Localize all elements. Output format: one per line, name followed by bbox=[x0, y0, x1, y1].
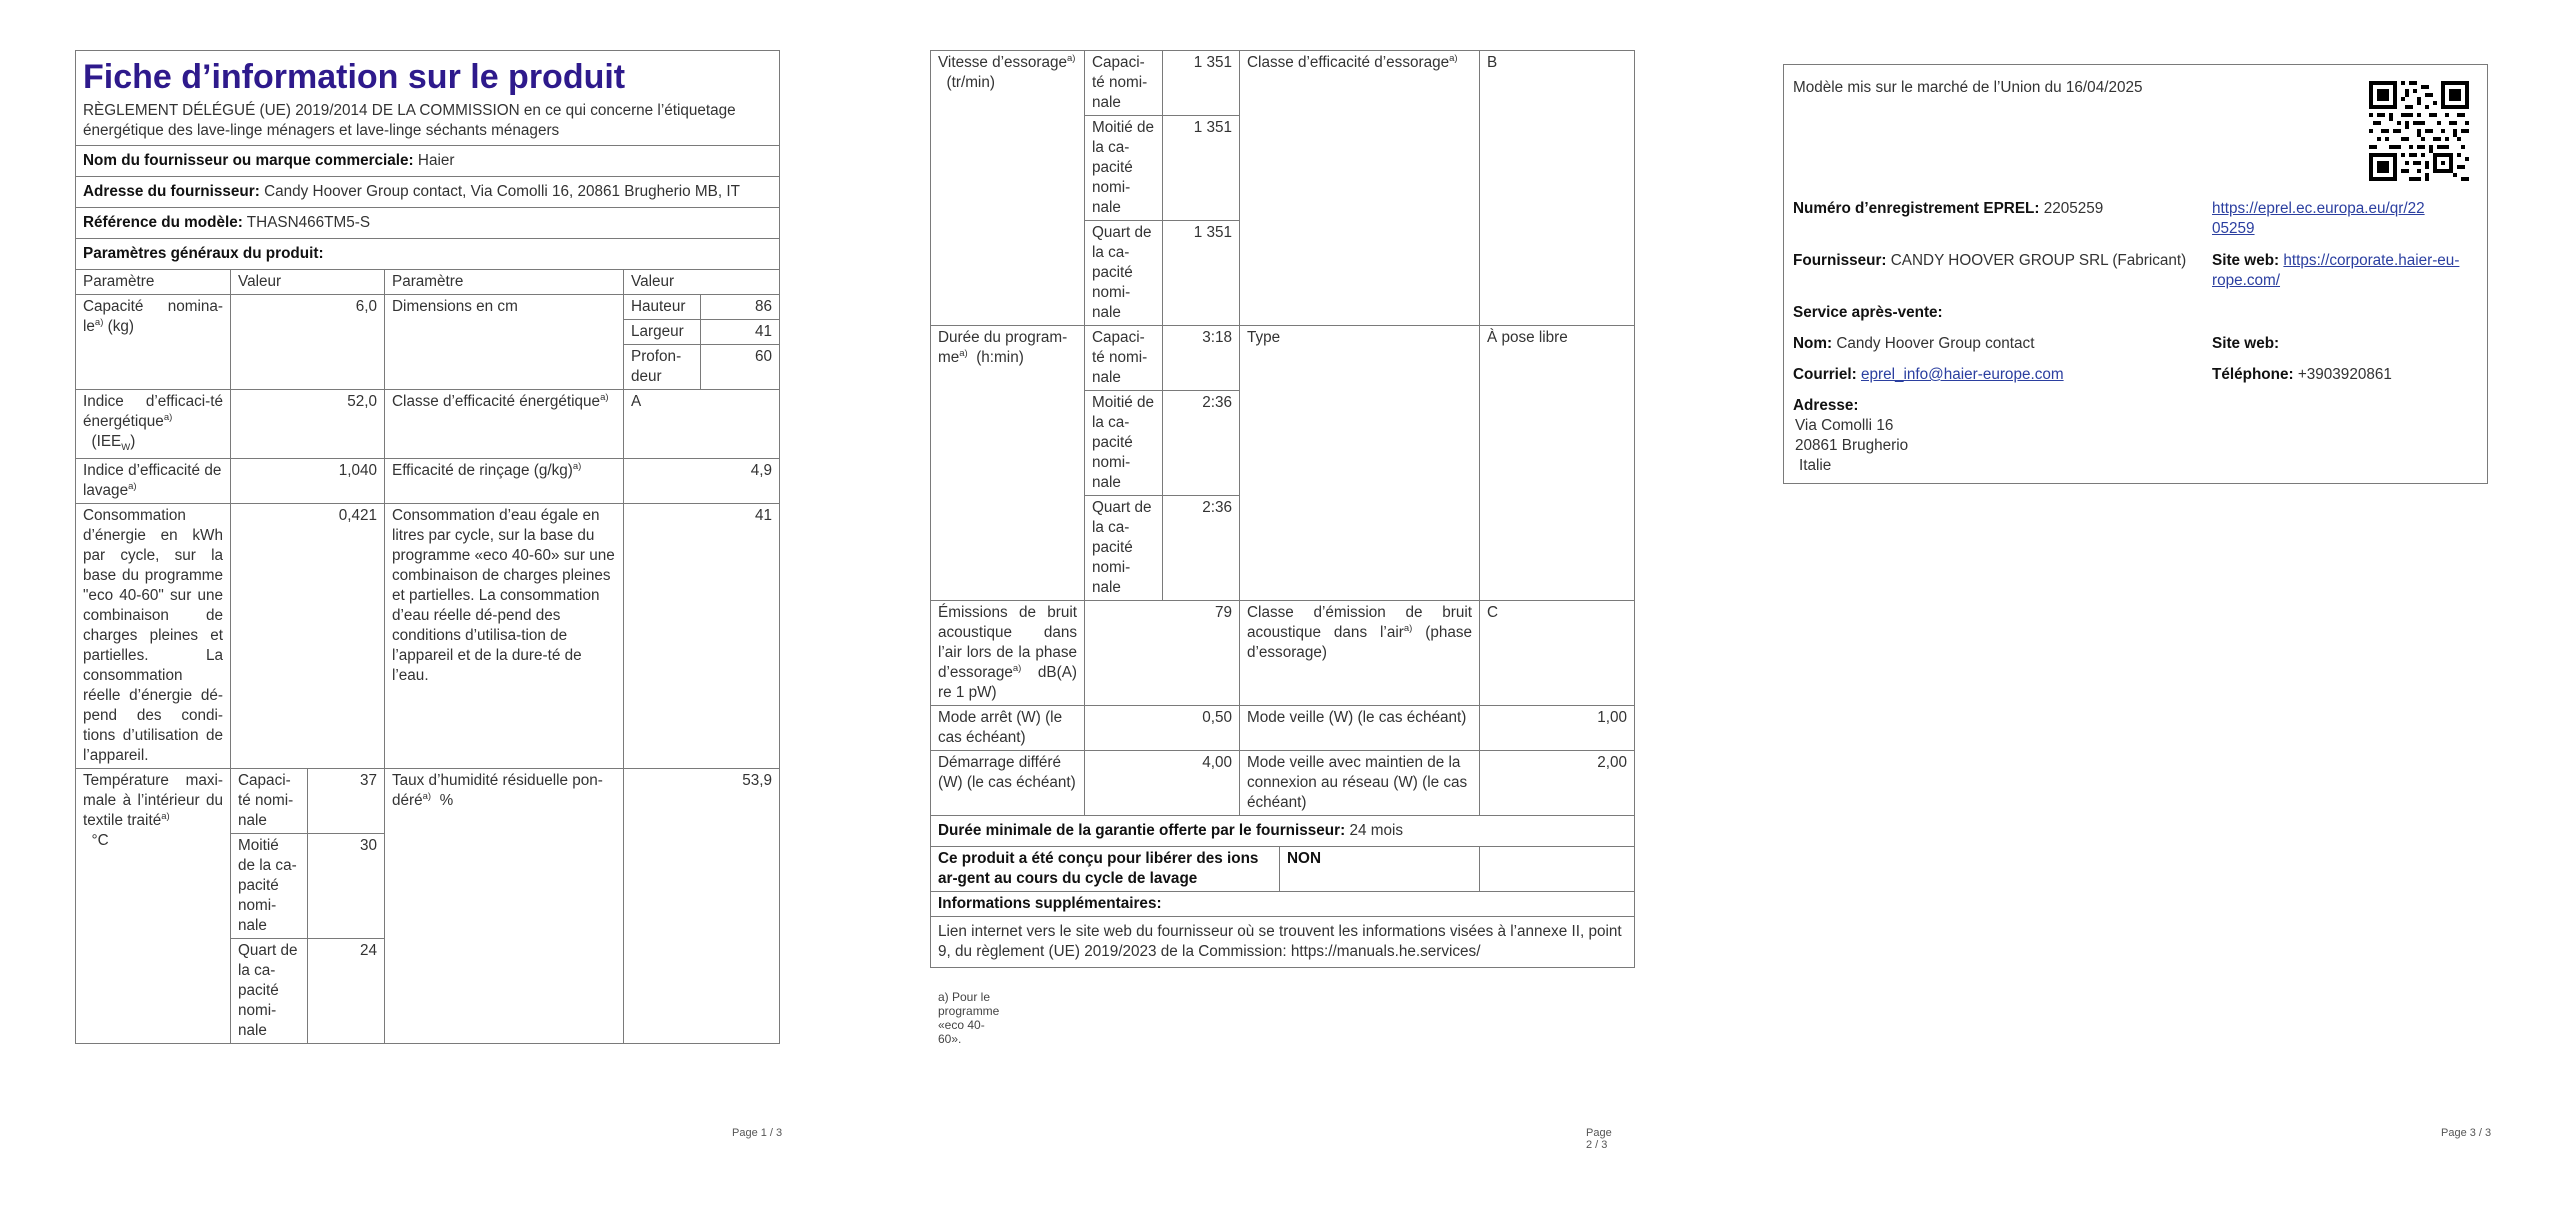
temp-quarter-capacity-value: 24 bbox=[308, 939, 385, 1044]
eei-unit-sub: W bbox=[121, 442, 131, 454]
address-line-2: 20861 Brugherio bbox=[1795, 437, 1909, 454]
energy-class-label: Classe d’efficacité énergétique bbox=[392, 393, 601, 410]
capacity-unit: (kg) bbox=[107, 318, 134, 335]
website-link-line1: https://corporate.haier-eu- bbox=[2283, 252, 2460, 269]
noise-class-label: Classe d’émission de bruit acoustique dans l’air bbox=[1247, 604, 1472, 641]
temp-half-capacity-value: 30 bbox=[308, 834, 385, 939]
market-date-text: Modèle mis sur le marché de l’Union du 16/04/2025 bbox=[1793, 79, 2143, 96]
supplier-address-value: Candy Hoover Group contact, Via Comolli 16, 20861 Brugherio MB, IT bbox=[264, 183, 740, 200]
width-value: 41 bbox=[701, 320, 780, 345]
washing-value: 1,040 bbox=[231, 459, 385, 504]
noise-class-unit: (phase d’essorage) bbox=[1247, 624, 1472, 661]
col-header-value: Valeur bbox=[231, 270, 385, 295]
page-number: Page 1 / 3 bbox=[732, 1127, 783, 1139]
manuals-link-text: Lien internet vers le site web du fournisseur où se trouvent les informations visées à l’annexe II, point 9, du règlement (UE) 2019/2023 de la Commission: bbox=[938, 923, 1622, 960]
website-link-line2: rope.com/ bbox=[2212, 272, 2281, 289]
spin-full-capacity-label: Capaci-té nomi-nale bbox=[1085, 51, 1163, 116]
silver-ions-value: NON bbox=[1287, 850, 1321, 867]
eei-unit: (IEE bbox=[91, 433, 122, 450]
eprel-info-box bbox=[1783, 64, 2488, 484]
humidity-value: 53,9 bbox=[624, 769, 780, 1044]
col-header-param: Paramètre bbox=[76, 270, 231, 295]
footnote-marker: a) bbox=[959, 347, 968, 359]
supplier-name-label: Nom du fournisseur ou marque commerciale: bbox=[83, 152, 414, 169]
noise-value: 79 bbox=[1085, 601, 1240, 706]
address-line-1: Via Comolli 16 bbox=[1795, 417, 1894, 434]
address-block bbox=[1793, 396, 1908, 476]
noise-label-cell bbox=[931, 601, 1085, 706]
standby-mode-value: 1,00 bbox=[1480, 706, 1635, 751]
duration-half-capacity-label: Moitié de la ca-pacité nomi-nale bbox=[1085, 391, 1163, 496]
footnote-marker: a) bbox=[1403, 622, 1413, 634]
qr-code-icon[interactable] bbox=[2369, 81, 2469, 181]
energy-class-value: A bbox=[624, 390, 780, 459]
network-standby-value: 2,00 bbox=[1480, 751, 1635, 816]
height-label: Hauteur bbox=[624, 295, 701, 320]
page-number: Page 3 / 3 bbox=[2441, 1127, 2492, 1139]
footnote-marker: a) bbox=[572, 460, 582, 472]
eprel-number-value: 2205259 bbox=[2043, 200, 2104, 217]
document-title: Fiche d’information sur le produit bbox=[83, 58, 626, 96]
duration-quarter-capacity-label: Quart de la ca-pacité nomi-nale bbox=[1085, 496, 1163, 601]
page-number: Page 2 / 3 bbox=[1586, 1127, 1612, 1151]
type-label: Type bbox=[1240, 326, 1480, 601]
water-consumption-label: Consommation d’eau égale en litres par cycle, sur la base du programme «eco 40-60» sur une combinaison de charges pleines et partielles. La consommation d’eau réelle dé-pend des conditions d’utilisa-tion de l’appareil et de la dure-té de l’eau. bbox=[385, 504, 624, 769]
footnote-marker: a) bbox=[1066, 52, 1076, 64]
type-value: À pose libre bbox=[1480, 326, 1635, 601]
spin-speed-label: Vitesse d’essorage bbox=[938, 54, 1067, 71]
footnote-marker: a) bbox=[600, 391, 609, 403]
delay-start-label: Démarrage différé (W) (le cas échéant) bbox=[931, 751, 1085, 816]
rinsing-value: 4,9 bbox=[624, 459, 780, 504]
footnote-marker: a) bbox=[1449, 52, 1458, 64]
spin-half-capacity-value: 1 351 bbox=[1163, 116, 1240, 221]
eprel-link-line2: 05259 bbox=[2212, 220, 2255, 237]
duration-full-capacity-label: Capaci-té nomi-nale bbox=[1085, 326, 1163, 391]
duration-unit: (h:min) bbox=[976, 349, 1024, 366]
email-link[interactable]: eprel_info@haier-europe.com bbox=[1861, 366, 2064, 383]
duration-quarter-capacity-value: 2:36 bbox=[1163, 496, 1240, 601]
eprel-number-label: Numéro d’enregistrement EPREL: bbox=[1793, 200, 2040, 217]
phone-value: +3903920861 bbox=[2297, 366, 2392, 383]
service-name-label: Nom: bbox=[1793, 335, 1833, 352]
product-info-table-continued bbox=[930, 50, 1635, 968]
additional-info-label: Informations supplémentaires: bbox=[931, 892, 1635, 917]
supplier-name-value: Haier bbox=[417, 152, 455, 169]
warranty-value: 24 mois bbox=[1349, 822, 1403, 839]
noise-label: Émissions de bruit acoustique dans l’air lors de la phase d’essorage bbox=[938, 604, 1077, 681]
service-name-value: Candy Hoover Group contact bbox=[1836, 335, 2035, 352]
spin-half-capacity-label: Moitié de la ca-pacité nomi-nale bbox=[1085, 116, 1163, 221]
eei-value: 52,0 bbox=[231, 390, 385, 459]
regulation-text: RÈGLEMENT DÉLÉGUÉ (UE) 2019/2014 DE LA COMMISSION en ce qui concerne l’étiquetage énergétique des lave-linge ménagers et lave-linge séchants ménagers bbox=[83, 102, 736, 139]
address-label: Adresse: bbox=[1793, 397, 1859, 414]
spin-speed-unit: (tr/min) bbox=[946, 74, 995, 91]
ions-row bbox=[931, 847, 1479, 891]
energy-consumption-value: 0,421 bbox=[231, 504, 385, 769]
spin-class-value: B bbox=[1480, 51, 1635, 326]
temp-full-capacity-value: 37 bbox=[308, 769, 385, 834]
footnote: a) Pour le programme «eco 40-60». bbox=[938, 990, 1000, 1046]
humidity-label: Taux d’humidité résiduelle pon-déré bbox=[392, 772, 603, 809]
footnote-marker: a) bbox=[128, 480, 137, 492]
eprel-link[interactable] bbox=[2212, 200, 2425, 237]
spin-speed-label-cell bbox=[931, 51, 1085, 326]
depth-label: Profon-deur bbox=[624, 345, 701, 390]
duration-half-capacity-value: 2:36 bbox=[1163, 391, 1240, 496]
footnote-marker: a) bbox=[161, 810, 170, 822]
capacity-value: 6,0 bbox=[231, 295, 385, 390]
delay-start-value: 4,00 bbox=[1085, 751, 1240, 816]
spin-quarter-capacity-value: 1 351 bbox=[1163, 221, 1240, 326]
energy-consumption-label: Consommation d’énergie en kWh par cycle, sur la base du programme "eco 40-60" sur une combinaison de charges pleines et partielles. La consommation réelle d’énergie dé-pend des condi-tions d’utilisation de l’appareil. bbox=[76, 504, 231, 769]
height-value: 86 bbox=[701, 295, 780, 320]
duration-label-cell bbox=[931, 326, 1085, 601]
temperature-label: Température maxi-male à l’intérieur du textile traité bbox=[83, 772, 223, 829]
washing-label: Indice d’efficacité de lavage bbox=[83, 462, 222, 499]
warranty-label: Durée minimale de la garantie offerte par le fournisseur: bbox=[938, 822, 1346, 839]
supplier-label: Fournisseur: bbox=[1793, 252, 1887, 269]
duration-label: Durée du program-me bbox=[938, 329, 1068, 366]
service-website-label: Site web: bbox=[2212, 335, 2280, 352]
temp-half-capacity-label: Moitié de la ca-pacité nomi-nale bbox=[231, 834, 308, 939]
capacity-label: Capacité nomina-le bbox=[83, 298, 223, 335]
footnote-marker: a) bbox=[422, 790, 432, 802]
rinsing-label: Efficacité de rinçage (g/kg) bbox=[392, 462, 573, 479]
silver-ions-label: Ce produit a été conçu pour libérer des ions ar-gent au cours du cycle de lavage bbox=[931, 847, 1280, 891]
eei-unit-close: ) bbox=[130, 433, 136, 450]
noise-class-value: C bbox=[1480, 601, 1635, 706]
supplier-value: CANDY HOOVER GROUP SRL (Fabricant) bbox=[1890, 252, 2187, 269]
standby-mode-label: Mode veille (W) (le cas échéant) bbox=[1240, 706, 1480, 751]
model-reference-value: THASN466TM5-S bbox=[246, 214, 371, 231]
noise-unit: dB(A) re 1 pW) bbox=[938, 664, 1077, 701]
manuals-link-url[interactable]: https://manuals.he.services/ bbox=[1290, 943, 1481, 960]
col-header-value: Valeur bbox=[624, 270, 780, 295]
duration-full-capacity-value: 3:18 bbox=[1163, 326, 1240, 391]
spin-class-label-cell bbox=[1240, 51, 1480, 326]
temp-quarter-capacity-label: Quart de la ca-pacité nomi-nale bbox=[231, 939, 308, 1044]
water-consumption-value: 41 bbox=[624, 504, 780, 769]
spin-class-label: Classe d’efficacité d’essorage bbox=[1247, 54, 1450, 71]
supplier-address-label: Adresse du fournisseur: bbox=[83, 183, 260, 200]
width-label: Largeur bbox=[624, 320, 701, 345]
address-line-3: Italie bbox=[1799, 457, 1832, 474]
eprel-link-line1: https://eprel.ec.europa.eu/qr/22 bbox=[2212, 200, 2425, 217]
humidity-unit: % bbox=[439, 792, 454, 809]
email-label: Courriel: bbox=[1793, 366, 1857, 383]
spin-quarter-capacity-label: Quart de la ca-pacité nomi-nale bbox=[1085, 221, 1163, 326]
noise-class-label-cell bbox=[1240, 601, 1480, 706]
dimensions-label: Dimensions en cm bbox=[385, 295, 624, 390]
footnote-marker: a) bbox=[1012, 662, 1022, 674]
off-mode-label: Mode arrêt (W) (le cas échéant) bbox=[931, 706, 1085, 751]
footnote-marker: a) bbox=[163, 411, 173, 423]
col-header-param: Paramètre bbox=[385, 270, 624, 295]
phone-label: Téléphone: bbox=[2212, 366, 2294, 383]
depth-value: 60 bbox=[701, 345, 780, 390]
website-label: Site web: bbox=[2212, 252, 2280, 269]
network-standby-label: Mode veille avec maintien de la connexion au réseau (W) (le cas échéant) bbox=[1240, 751, 1480, 816]
general-params-heading: Paramètres généraux du produit: bbox=[76, 239, 780, 270]
after-sales-heading: Service après-vente: bbox=[1793, 304, 1943, 321]
model-reference-label: Référence du modèle: bbox=[83, 214, 243, 231]
off-mode-value: 0,50 bbox=[1085, 706, 1240, 751]
temp-full-capacity-label: Capaci-té nomi-nale bbox=[231, 769, 308, 834]
footnote-marker: a) bbox=[94, 316, 104, 328]
temperature-unit: °C bbox=[91, 832, 109, 849]
spin-full-capacity-value: 1 351 bbox=[1163, 51, 1240, 116]
eei-label: Indice d’efficaci-té énergétique bbox=[83, 393, 223, 430]
